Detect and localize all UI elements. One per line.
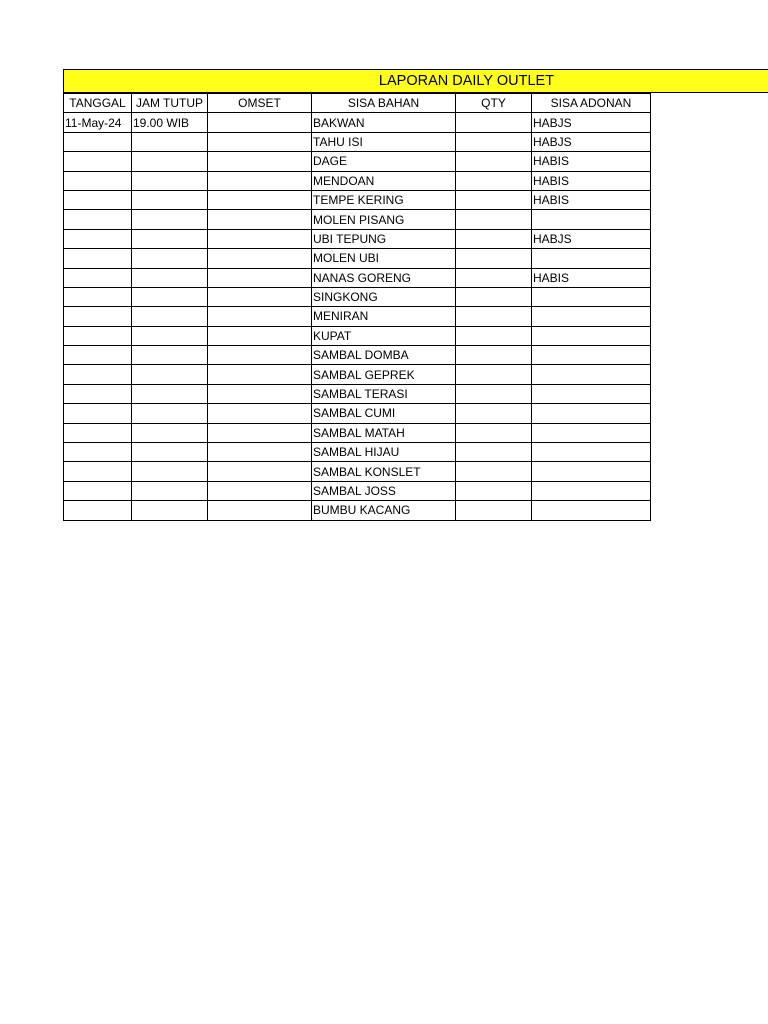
cell-sisa-adonan[interactable] (532, 365, 651, 384)
table-row (64, 481, 651, 500)
cell-qty[interactable] (456, 171, 532, 190)
cell-qty[interactable] (456, 268, 532, 287)
cell-tanggal[interactable] (64, 365, 132, 384)
cell-sisa-adonan[interactable] (532, 249, 651, 268)
cell-sisa-adonan[interactable]: HABJS (532, 132, 651, 151)
cell-tanggal[interactable] (64, 404, 132, 423)
table-row (64, 113, 651, 132)
cell-tanggal[interactable] (64, 423, 132, 442)
cell-omset[interactable] (208, 287, 312, 306)
cell-jam-tutup[interactable] (132, 132, 208, 151)
table-row (64, 210, 651, 229)
cell-sisa-bahan[interactable]: MENIRAN (312, 307, 456, 326)
cell-qty[interactable] (456, 326, 532, 345)
cell-tanggal[interactable] (64, 152, 132, 171)
cell-sisa-bahan[interactable]: MENDOAN (312, 171, 456, 190)
cell-tanggal[interactable] (64, 229, 132, 248)
cell-tanggal[interactable] (64, 210, 132, 229)
cell-sisa-adonan[interactable]: HABJS (532, 113, 651, 132)
cell-jam-tutup[interactable] (132, 190, 208, 209)
cell-tanggal[interactable] (64, 326, 132, 345)
cell-qty[interactable] (456, 190, 532, 209)
cell-sisa-bahan[interactable]: MOLEN PISANG (312, 210, 456, 229)
table-row (64, 501, 651, 520)
cell-omset[interactable] (208, 210, 312, 229)
cell-jam-tutup[interactable] (132, 404, 208, 423)
cell-sisa-bahan[interactable]: UBI TEPUNG (312, 229, 456, 248)
cell-qty[interactable] (456, 481, 532, 500)
cell-omset[interactable] (208, 326, 312, 345)
cell-qty[interactable] (456, 307, 532, 326)
cell-sisa-adonan[interactable]: HABIS (532, 190, 651, 209)
cell-jam-tutup[interactable] (132, 443, 208, 462)
cell-sisa-bahan[interactable]: TEMPE KERING (312, 190, 456, 209)
header-qty: QTY (456, 94, 532, 113)
cell-omset[interactable] (208, 152, 312, 171)
cell-sisa-bahan[interactable]: SINGKONG (312, 287, 456, 306)
cell-tanggal[interactable] (64, 268, 132, 287)
cell-omset[interactable] (208, 365, 312, 384)
table-row (64, 287, 651, 306)
cell-sisa-adonan[interactable] (532, 287, 651, 306)
cell-sisa-adonan[interactable]: HABIS (532, 152, 651, 171)
table-row (64, 152, 651, 171)
cell-sisa-bahan[interactable]: SAMBAL CUMI (312, 404, 456, 423)
cell-jam-tutup[interactable] (132, 384, 208, 403)
table-row (64, 404, 651, 423)
cell-sisa-bahan[interactable]: KUPAT (312, 326, 456, 345)
cell-jam-tutup[interactable] (132, 229, 208, 248)
table-row (64, 443, 651, 462)
cell-sisa-adonan[interactable]: HABIS (532, 171, 651, 190)
cell-sisa-adonan[interactable] (532, 423, 651, 442)
table-row (64, 462, 651, 481)
cell-qty[interactable] (456, 113, 532, 132)
cell-qty[interactable] (456, 152, 532, 171)
cell-omset[interactable] (208, 346, 312, 365)
cell-sisa-bahan[interactable]: MOLEN UBI (312, 249, 456, 268)
cell-sisa-bahan[interactable]: SAMBAL TERASI (312, 384, 456, 403)
cell-jam-tutup[interactable] (132, 501, 208, 520)
cell-omset[interactable] (208, 501, 312, 520)
report-body (64, 113, 651, 520)
cell-omset[interactable] (208, 423, 312, 442)
cell-sisa-adonan[interactable] (532, 501, 651, 520)
cell-tanggal[interactable] (64, 132, 132, 151)
cell-qty[interactable] (456, 249, 532, 268)
table-row (64, 132, 651, 151)
header-omset: OMSET (208, 94, 312, 113)
cell-qty[interactable] (456, 210, 532, 229)
cell-jam-tutup[interactable] (132, 346, 208, 365)
cell-sisa-adonan[interactable] (532, 210, 651, 229)
cell-omset[interactable] (208, 190, 312, 209)
cell-qty[interactable] (456, 365, 532, 384)
cell-sisa-adonan[interactable]: HABJS (532, 229, 651, 248)
cell-omset[interactable] (208, 481, 312, 500)
cell-tanggal[interactable] (64, 443, 132, 462)
cell-omset[interactable] (208, 462, 312, 481)
cell-omset[interactable] (208, 249, 312, 268)
cell-sisa-bahan[interactable]: TAHU ISI (312, 132, 456, 151)
cell-jam-tutup[interactable] (132, 210, 208, 229)
cell-sisa-bahan[interactable]: SAMBAL KONSLET (312, 462, 456, 481)
cell-jam-tutup[interactable] (132, 171, 208, 190)
cell-sisa-bahan[interactable]: SAMBAL JOSS (312, 481, 456, 500)
cell-tanggal[interactable] (64, 287, 132, 306)
cell-jam-tutup[interactable] (132, 307, 208, 326)
cell-omset[interactable] (208, 171, 312, 190)
cell-jam-tutup[interactable] (132, 423, 208, 442)
cell-omset[interactable] (208, 229, 312, 248)
report-table (63, 93, 651, 521)
table-row (64, 384, 651, 403)
cell-sisa-adonan[interactable] (532, 481, 651, 500)
table-row (64, 229, 651, 248)
cell-sisa-adonan[interactable] (532, 404, 651, 423)
cell-jam-tutup[interactable] (132, 287, 208, 306)
cell-sisa-adonan[interactable] (532, 384, 651, 403)
report-title-bar (63, 69, 768, 93)
cell-omset[interactable] (208, 307, 312, 326)
cell-tanggal[interactable] (64, 501, 132, 520)
header-tanggal: TANGGAL (64, 94, 132, 113)
cell-qty[interactable] (456, 423, 532, 442)
cell-sisa-adonan[interactable] (532, 443, 651, 462)
cell-qty[interactable] (456, 132, 532, 151)
cell-omset[interactable] (208, 113, 312, 132)
header-sisa-bahan: SISA BAHAN (312, 94, 456, 113)
table-row (64, 346, 651, 365)
cell-sisa-bahan[interactable]: BUMBU KACANG (312, 501, 456, 520)
table-row (64, 365, 651, 384)
cell-tanggal[interactable] (64, 307, 132, 326)
cell-qty[interactable] (456, 462, 532, 481)
cell-sisa-adonan[interactable] (532, 307, 651, 326)
cell-tanggal[interactable] (64, 481, 132, 500)
cell-omset[interactable] (208, 132, 312, 151)
cell-qty[interactable] (456, 404, 532, 423)
cell-qty[interactable] (456, 501, 532, 520)
cell-jam-tutup[interactable]: 19.00 WIB (132, 113, 208, 132)
table-row (64, 307, 651, 326)
cell-sisa-bahan[interactable]: DAGE (312, 152, 456, 171)
cell-tanggal[interactable] (64, 171, 132, 190)
cell-omset[interactable] (208, 404, 312, 423)
cell-qty[interactable] (456, 346, 532, 365)
table-row (64, 249, 651, 268)
cell-sisa-bahan[interactable]: SAMBAL HIJAU (312, 443, 456, 462)
cell-tanggal[interactable]: 11-May-24 (64, 113, 132, 132)
cell-sisa-adonan[interactable] (532, 326, 651, 345)
cell-tanggal[interactable] (64, 384, 132, 403)
cell-jam-tutup[interactable] (132, 462, 208, 481)
header-sisa-adonan: SISA ADONAN (532, 94, 651, 113)
table-row (64, 423, 651, 442)
cell-sisa-bahan[interactable]: BAKWAN (312, 113, 456, 132)
cell-sisa-adonan[interactable] (532, 346, 651, 365)
cell-qty[interactable] (456, 229, 532, 248)
cell-tanggal[interactable] (64, 346, 132, 365)
cell-tanggal[interactable] (64, 190, 132, 209)
cell-tanggal[interactable] (64, 249, 132, 268)
cell-jam-tutup[interactable] (132, 249, 208, 268)
cell-jam-tutup[interactable] (132, 481, 208, 500)
header-jam-tutup: JAM TUTUP (132, 94, 208, 113)
table-row (64, 326, 651, 345)
header-row (64, 94, 651, 113)
cell-sisa-bahan[interactable]: SAMBAL DOMBA (312, 346, 456, 365)
cell-omset[interactable] (208, 384, 312, 403)
table-row (64, 268, 651, 287)
cell-omset[interactable] (208, 268, 312, 287)
cell-qty[interactable] (456, 443, 532, 462)
cell-jam-tutup[interactable] (132, 365, 208, 384)
table-row (64, 190, 651, 209)
cell-tanggal[interactable] (64, 462, 132, 481)
table-row (64, 171, 651, 190)
cell-sisa-bahan[interactable]: SAMBAL MATAH (312, 423, 456, 442)
cell-sisa-adonan[interactable]: HABIS (532, 268, 651, 287)
cell-omset[interactable] (208, 443, 312, 462)
cell-qty[interactable] (456, 384, 532, 403)
cell-jam-tutup[interactable] (132, 326, 208, 345)
cell-qty[interactable] (456, 287, 532, 306)
cell-sisa-bahan[interactable]: NANAS GORENG (312, 268, 456, 287)
cell-sisa-adonan[interactable] (532, 462, 651, 481)
cell-jam-tutup[interactable] (132, 268, 208, 287)
cell-sisa-bahan[interactable]: SAMBAL GEPREK (312, 365, 456, 384)
report-title: LAPORAN DAILY OUTLET (378, 73, 555, 89)
cell-jam-tutup[interactable] (132, 152, 208, 171)
